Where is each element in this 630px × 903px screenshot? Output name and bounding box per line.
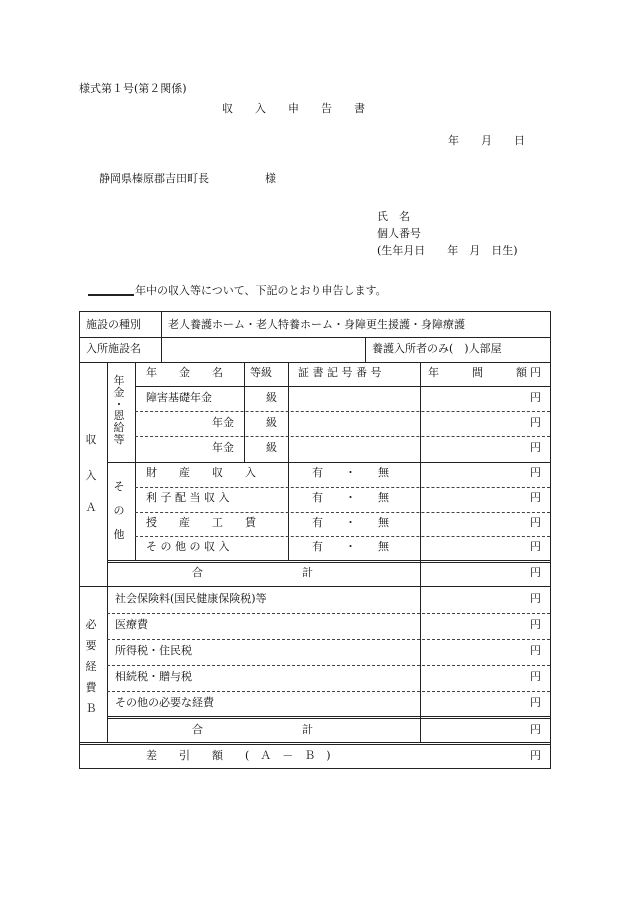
expense-row-1: 社会保険料(国民健康保険税)等 <box>115 592 267 605</box>
yen-other-4: 円 <box>530 540 541 553</box>
expense-label-2: 要 <box>85 639 97 652</box>
other-row-3-status[interactable]: 有 ・ 無 <box>312 516 389 529</box>
yen-other-2: 円 <box>530 491 541 504</box>
other-row-1-label: 財 産 収 入 <box>146 466 256 479</box>
yen-other-3: 円 <box>530 516 541 529</box>
pension-row-2-name: 年金 <box>212 416 234 429</box>
expense-row-5: その他の必要な経費 <box>115 696 214 709</box>
expense-total-label: 合 計 <box>192 723 313 736</box>
pension-group-3: ・ <box>113 398 125 411</box>
other-row-3-label: 授 産 工 賃 <box>146 516 256 529</box>
other-row-4-label: そ の 他 の 収 入 <box>146 540 230 553</box>
expense-row-4: 相続税・贈与税 <box>115 670 192 683</box>
facility-type-options[interactable]: 老人養護ホーム・老人特養ホーム・身障更生援護・身障療護 <box>168 318 465 331</box>
facility-type-label: 施設の種別 <box>86 318 141 331</box>
income-label-3: Ａ <box>85 501 97 514</box>
difference-label: 差 引 額 ( Ａ － Ｂ ) <box>146 749 331 762</box>
other-group-2: の <box>113 504 125 517</box>
yen-other-1: 円 <box>530 466 541 479</box>
income-label-1: 収 <box>85 433 97 446</box>
honorific: 様 <box>265 172 276 185</box>
other-row-2-label: 利 子 配 当 収 入 <box>146 491 230 504</box>
yen-expense-1: 円 <box>530 592 541 605</box>
yen-expense-2: 円 <box>530 618 541 631</box>
income-label-2: 入 <box>85 469 97 482</box>
pension-row-3-grade: 級 <box>266 441 277 454</box>
expense-row-3: 所得税・住民税 <box>115 644 192 657</box>
pension-row-2-grade: 級 <box>266 416 277 429</box>
pension-group-1: 年 <box>113 374 125 387</box>
income-total-label: 合 計 <box>192 566 313 579</box>
pension-row-1-name: 障害基礎年金 <box>146 391 212 404</box>
form-number: 様式第１号(第２関係) <box>79 82 187 95</box>
year-blank-underline[interactable] <box>88 294 134 296</box>
pension-group-4: 恩 <box>113 409 125 422</box>
yen-expense-4: 円 <box>530 670 541 683</box>
yen-pension-1: 円 <box>530 391 541 404</box>
expense-label-5: Ｂ <box>85 702 97 715</box>
yen-pension-3: 円 <box>530 441 541 454</box>
expense-label-3: 経 <box>85 660 97 673</box>
other-row-4-status[interactable]: 有 ・ 無 <box>312 540 389 553</box>
other-group-3: 他 <box>113 528 125 541</box>
applicant-name-label: 氏 名 <box>377 210 410 223</box>
col-grade: 等級 <box>250 366 272 379</box>
yen-expense-total: 円 <box>530 723 541 736</box>
other-row-1-status[interactable]: 有 ・ 無 <box>312 466 389 479</box>
yen-income-total: 円 <box>530 566 541 579</box>
facility-name-field[interactable] <box>162 337 362 359</box>
personal-number-label: 個人番号 <box>377 227 421 240</box>
other-row-2-status[interactable]: 有 ・ 無 <box>312 491 389 504</box>
pension-group-6: 等 <box>113 433 125 446</box>
col-annual-amount: 年 間 額 <box>428 366 527 379</box>
expense-label-1: 必 <box>85 618 97 631</box>
pension-row-1-grade: 級 <box>266 391 277 404</box>
yen-difference: 円 <box>530 749 541 762</box>
pension-group-5: 給 <box>113 421 125 434</box>
date-line: 年 月 日 <box>448 134 525 147</box>
col-pension-name: 年 金 名 <box>146 366 223 379</box>
form-title: 収 入 申 告 書 <box>222 102 365 115</box>
facility-name-label: 入所施設名 <box>86 342 141 355</box>
intro-text: 年中の収入等について、下記のとおり申告します。 <box>135 284 387 297</box>
room-label: 養護入所者のみ( )人部屋 <box>372 342 502 355</box>
pension-row-3-name: 年金 <box>212 441 234 454</box>
addressee: 静岡県榛原郡吉田町長 <box>99 172 209 185</box>
yen-header: 円 <box>530 366 541 379</box>
expense-row-2: 医療費 <box>115 618 148 631</box>
pension-group-2: 金 <box>113 386 125 399</box>
birthdate-label: (生年月日 年 月 日生) <box>377 244 518 257</box>
yen-expense-3: 円 <box>530 644 541 657</box>
expense-label-4: 費 <box>85 681 97 694</box>
col-certificate: 証 書 記 号 番 号 <box>298 366 382 379</box>
other-group-1: そ <box>113 480 125 493</box>
yen-pension-2: 円 <box>530 416 541 429</box>
yen-expense-5: 円 <box>530 696 541 709</box>
